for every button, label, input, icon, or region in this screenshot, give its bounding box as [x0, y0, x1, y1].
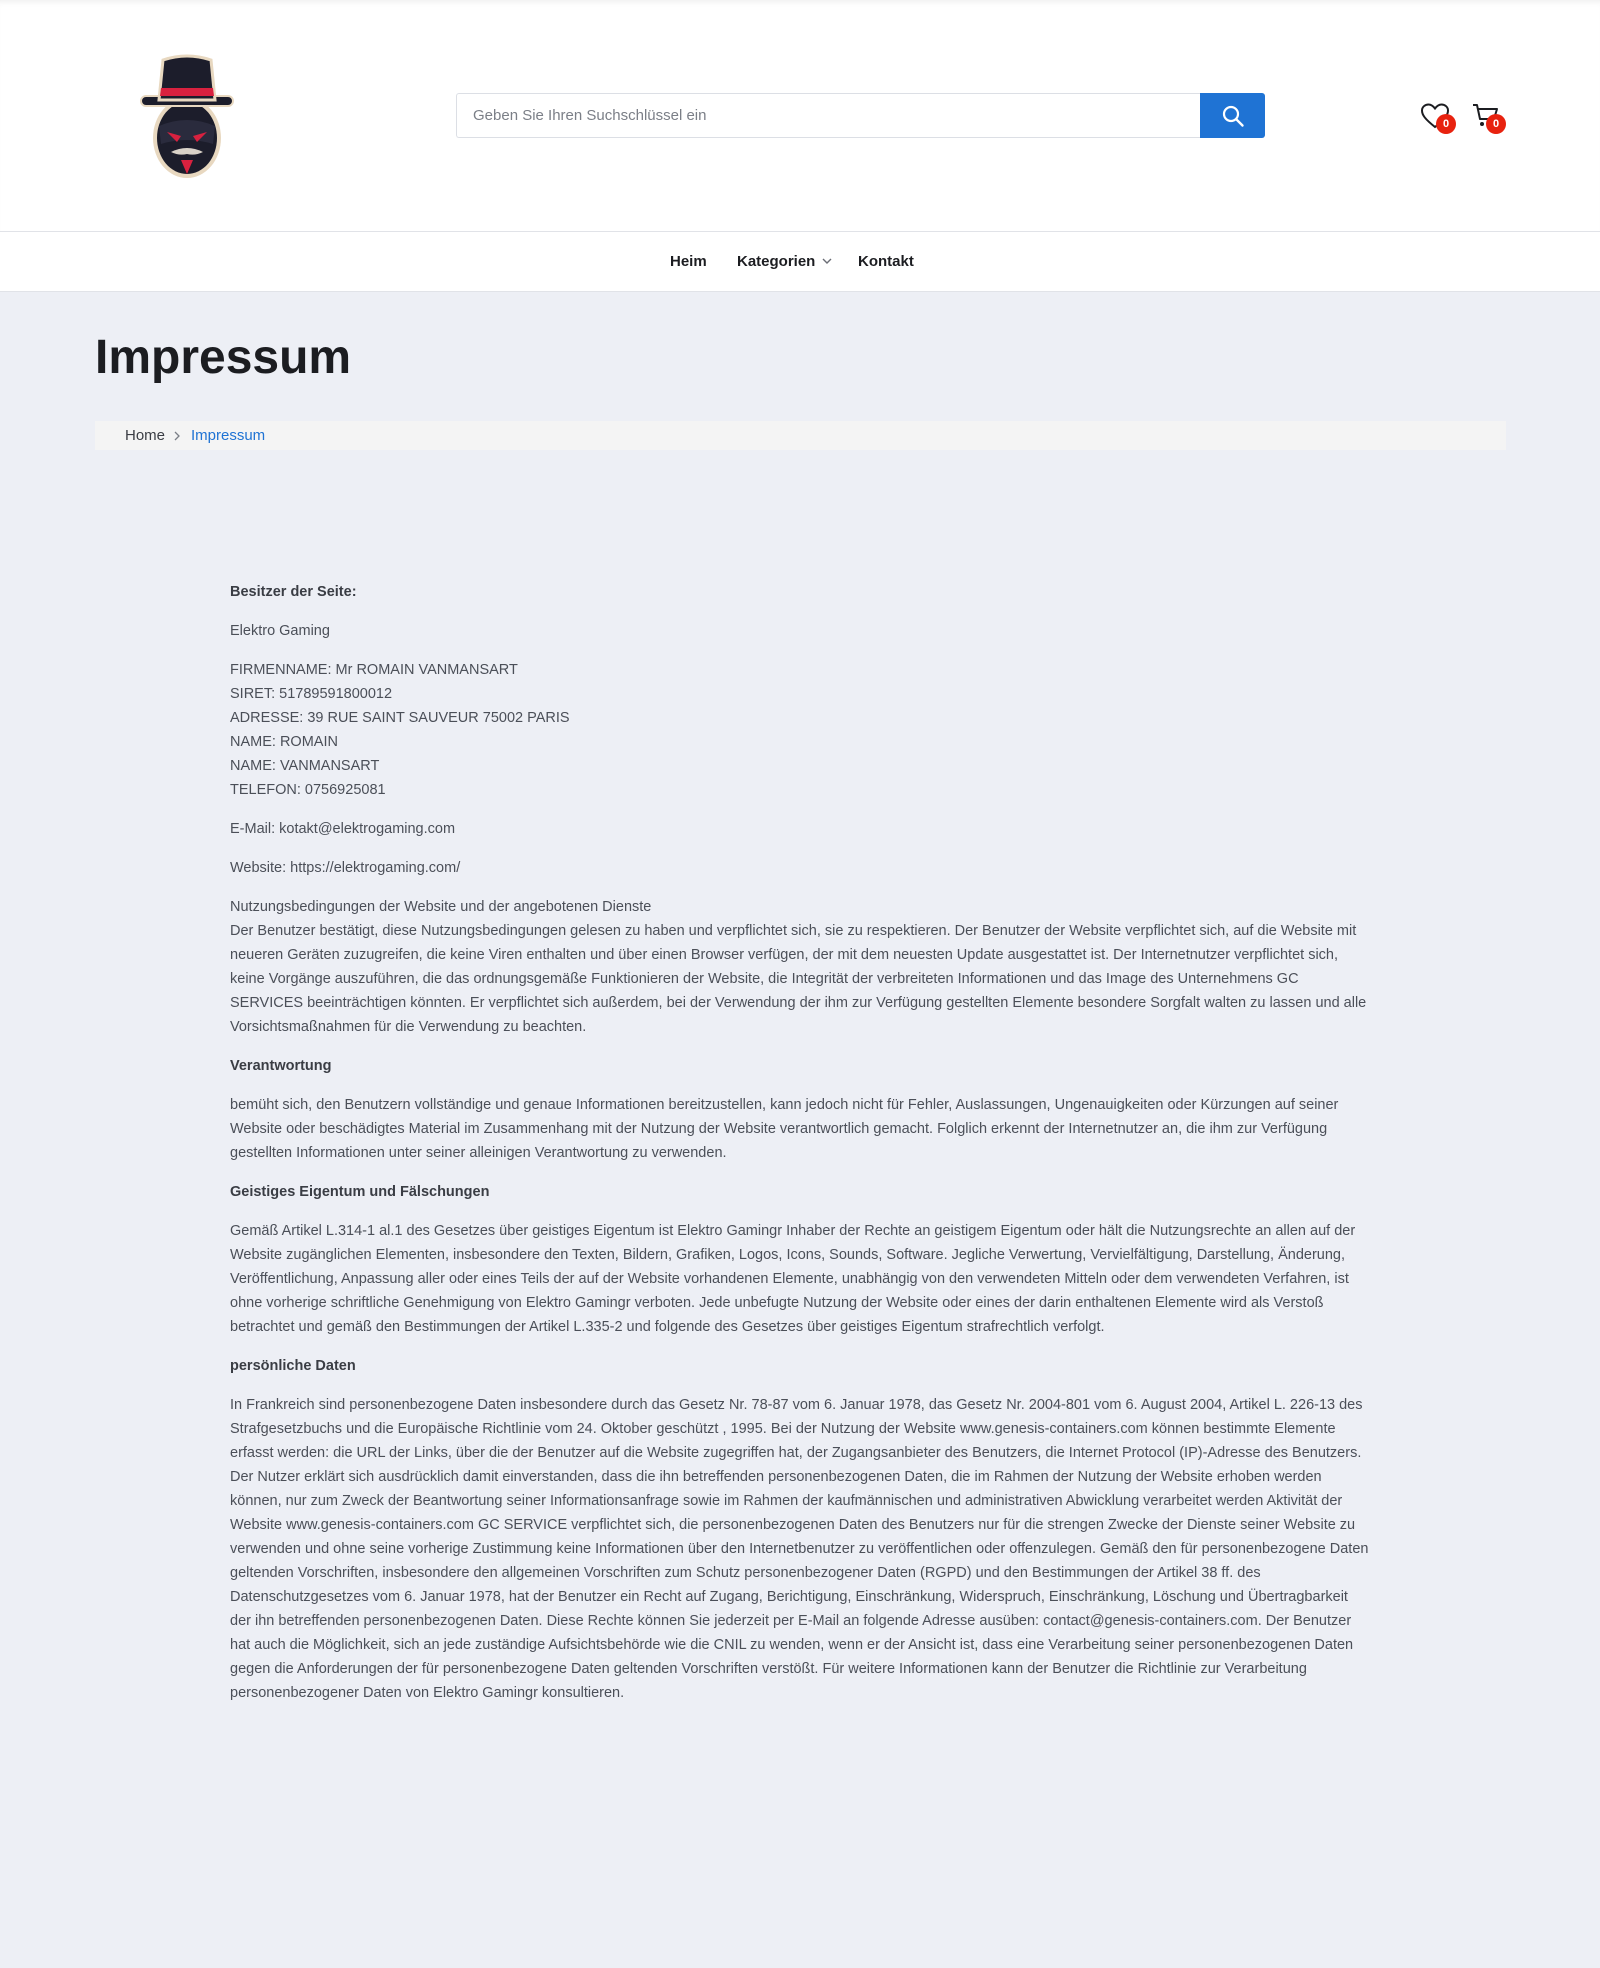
chevron-down-icon: [822, 257, 832, 265]
search-input[interactable]: [456, 93, 1200, 138]
terms-section: [230, 895, 1370, 1039]
company-name-line: FIRMENNAME: Mr ROMAIN VANMANSART: [230, 662, 518, 678]
site-header: [0, 0, 1600, 231]
nav-item-kontakt[interactable]: Kontakt: [858, 253, 914, 270]
siret-line: SIRET: 51789591800012: [230, 686, 393, 702]
chevron-right-icon: [173, 431, 181, 441]
intellectual-property-heading: Geistiges Eigentum und Fälschungen: [230, 1184, 490, 1200]
address-line: ADRESSE: 39 RUE SAINT SAUVEUR 75002 PARIS: [230, 710, 570, 726]
wishlist-button[interactable]: [1418, 100, 1454, 136]
terms-text: Der Benutzer bestätigt, diese Nutzungsbedingungen gelesen zu haben und verpflichtet sich, sie zu respektieren. Der Benutzer der Website verpflichtet sich, auf die Website mit neueren Geräten zuzugreifen, die keine Viren enthalten und über einen Browser verfügen, der mit dem neuesten Update ausgestattet ist. Der Internetnutzer verpflichtet sich, keine Vorgänge auszuführen, die das ordnungsgemäße Funktionieren der Website, die Integrität der verbreiteten Informationen und das Image des Unternehmens GC SERVICES beeinträchtigen könnten. Er verpflichtet sich außerdem, bei der Verwendung der ihm zur Verfügung gestellten Elemente besondere Sorgfalt walten zu lassen und alle Vorsichtsmaßnahmen für die Verwendung zu beachten.: [230, 923, 1367, 1035]
nav-item-heim[interactable]: Heim: [670, 253, 707, 270]
website-line: Website: https://elektrogaming.com/: [230, 860, 461, 876]
breadcrumb-home-link[interactable]: Home: [125, 427, 166, 444]
search-icon: [1221, 104, 1245, 128]
search-bar: [456, 93, 1265, 138]
personal-data-text: In Frankreich sind personenbezogene Daten insbesondere durch das Gesetz Nr. 78-87 vom 6. Januar 1978, das Gesetz Nr. 2004-801 vom 6. August 2004, Artikel L. 226-13 des Strafgesetzbuchs und die Europäische Richtlinie vom 24. Oktober geschützt , 1995. Bei der Nutzung der Website www.genesis-containers.com können bestimmte Elemente erfasst werden: die URL der Links, über die der Benutzer auf die Website zugegriffen hat, der Zugangsanbieter des Benutzers, die Internet Protocol (IP)-Adresse des Benutzers. Der Nutzer erklärt sich ausdrücklich damit einverstanden, dass die ihn betreffenden personenbezogenen Daten, die im Rahmen der Nutzung der Website erhoben werden können, nur zum Zweck der Beantwortung seiner Informationsanfrage sowie im Rahmen der kaufmännischen und administrativen Abwicklung verarbeitet werden Aktivität der Website www.genesis-containers.com GC SERVICE verpflichtet sich, die personenbezogenen Daten des Benutzers nur für die strengen Zwecke der Dienste seiner Website zu verwenden und ohne seine vorherige Zustimmung keine Informationen über den Internetbenutzer zu veröffentlichen oder offenzulegen. Gemäß den für personenbezogene Daten geltenden Vorschriften, insbesondere den allgemeinen Vorschriften zum Schutz personenbezogener Daten (RGPD) und den Bestimmungen der Artikel 38 ff. des Datenschutzgesetzes vom 6. Januar 1978, hat der Benutzer ein Recht auf Zugang, Berichtigung, Einschränkung, Widerspruch, Einschränkung, Löschung und Übertragbarkeit der ihn betreffenden personenbezogenen Daten. Diese Rechte können Sie jederzeit per E-Mail an folgende Adresse ausüben: contact@genesis-containers.com. Der Benutzer hat auch die Möglichkeit, sich an jede zuständige Aufsichtsbehörde wie die CNIL zu wenden, wenn er der Ansicht ist, dass eine Verarbeitung seiner personenbezogenen Daten gegen die Anforderungen der für personenbezogene Daten geltenden Vorschriften verstößt. Für weitere Informationen kann der Benutzer die Richtlinie zur Verarbeitung personenbezogener Daten von Elektro Gamingr konsultieren.: [230, 1397, 1369, 1701]
intellectual-property-text: Gemäß Artikel L.314-1 al.1 des Gesetzes über geistiges Eigentum ist Elektro Gamingr Inhaber der Rechte an geistigem Eigentum oder hält die Nutzungsrechte an allen auf der Website zugänglichen Elementen, insbesondere den Texten, Bildern, Grafiken, Logos, Icons, Sounds, Software. Jegliche Verwertung, Vervielfältigung, Darstellung, Änderung, Veröffentlichung, Anpassung aller oder eines Teils der auf der Website vorhandenen Elemente, unabhängig von den verwendeten Mitteln oder dem verwendeten Verfahren, ist ohne vorherige schriftliche Genehmigung von Elektro Gamingr verboten. Jede unbefugte Nutzung der Website oder eines der darin enthaltenen Elemente wird als Verstoß betrachtet und gemäß den Bestimmungen der Artikel L.335-2 und folgende des Gesetzes über geistiges Eigentum strafrechtlich verfolgt.: [230, 1223, 1356, 1335]
main-navigation: [0, 231, 1600, 292]
cart-button[interactable]: [1470, 100, 1506, 136]
owner-heading: Besitzer der Seite:: [230, 584, 357, 600]
phone-line: TELEFON: 0756925081: [230, 782, 386, 798]
breadcrumb: [95, 421, 1506, 450]
responsibility-heading: Verantwortung: [230, 1058, 332, 1074]
nav-item-kategorien[interactable]: [737, 232, 832, 291]
cart-count-badge: 0: [1486, 114, 1506, 134]
last-name-line: NAME: VANMANSART: [230, 758, 380, 774]
nav-item-kategorien-label: Kategorien: [737, 253, 816, 270]
masked-gentleman-logo-icon: [137, 52, 237, 180]
responsibility-text: bemüht sich, den Benutzern vollständige und genaue Informationen bereitzustellen, kann jedoch nicht für Fehler, Auslassungen, Ungenauigkeiten oder Kürzungen auf seiner Website oder beschädigtes Material im Zusammenhang mit der Nutzung der Website verantwortlich gemacht. Folglich erkennt der Internetnutzer an, die ihm zur Verfügung gestellten Informationen unter seiner alleinigen Verantwortung zu verwenden.: [230, 1097, 1339, 1161]
owner-name: Elektro Gaming: [230, 623, 330, 639]
page-title: Impressum: [95, 331, 352, 384]
site-logo[interactable]: [137, 52, 237, 180]
impressum-content: [230, 580, 1370, 1720]
email-line: E-Mail: kotakt@elektrogaming.com: [230, 821, 456, 837]
search-button[interactable]: [1200, 93, 1265, 138]
first-name-line: NAME: ROMAIN: [230, 734, 338, 750]
wishlist-count-badge: 0: [1436, 114, 1456, 134]
company-details: [230, 658, 1370, 802]
terms-title: Nutzungsbedingungen der Website und der angebotenen Dienste: [230, 899, 652, 915]
breadcrumb-current[interactable]: Impressum: [191, 427, 266, 444]
personal-data-heading: persönliche Daten: [230, 1358, 356, 1374]
